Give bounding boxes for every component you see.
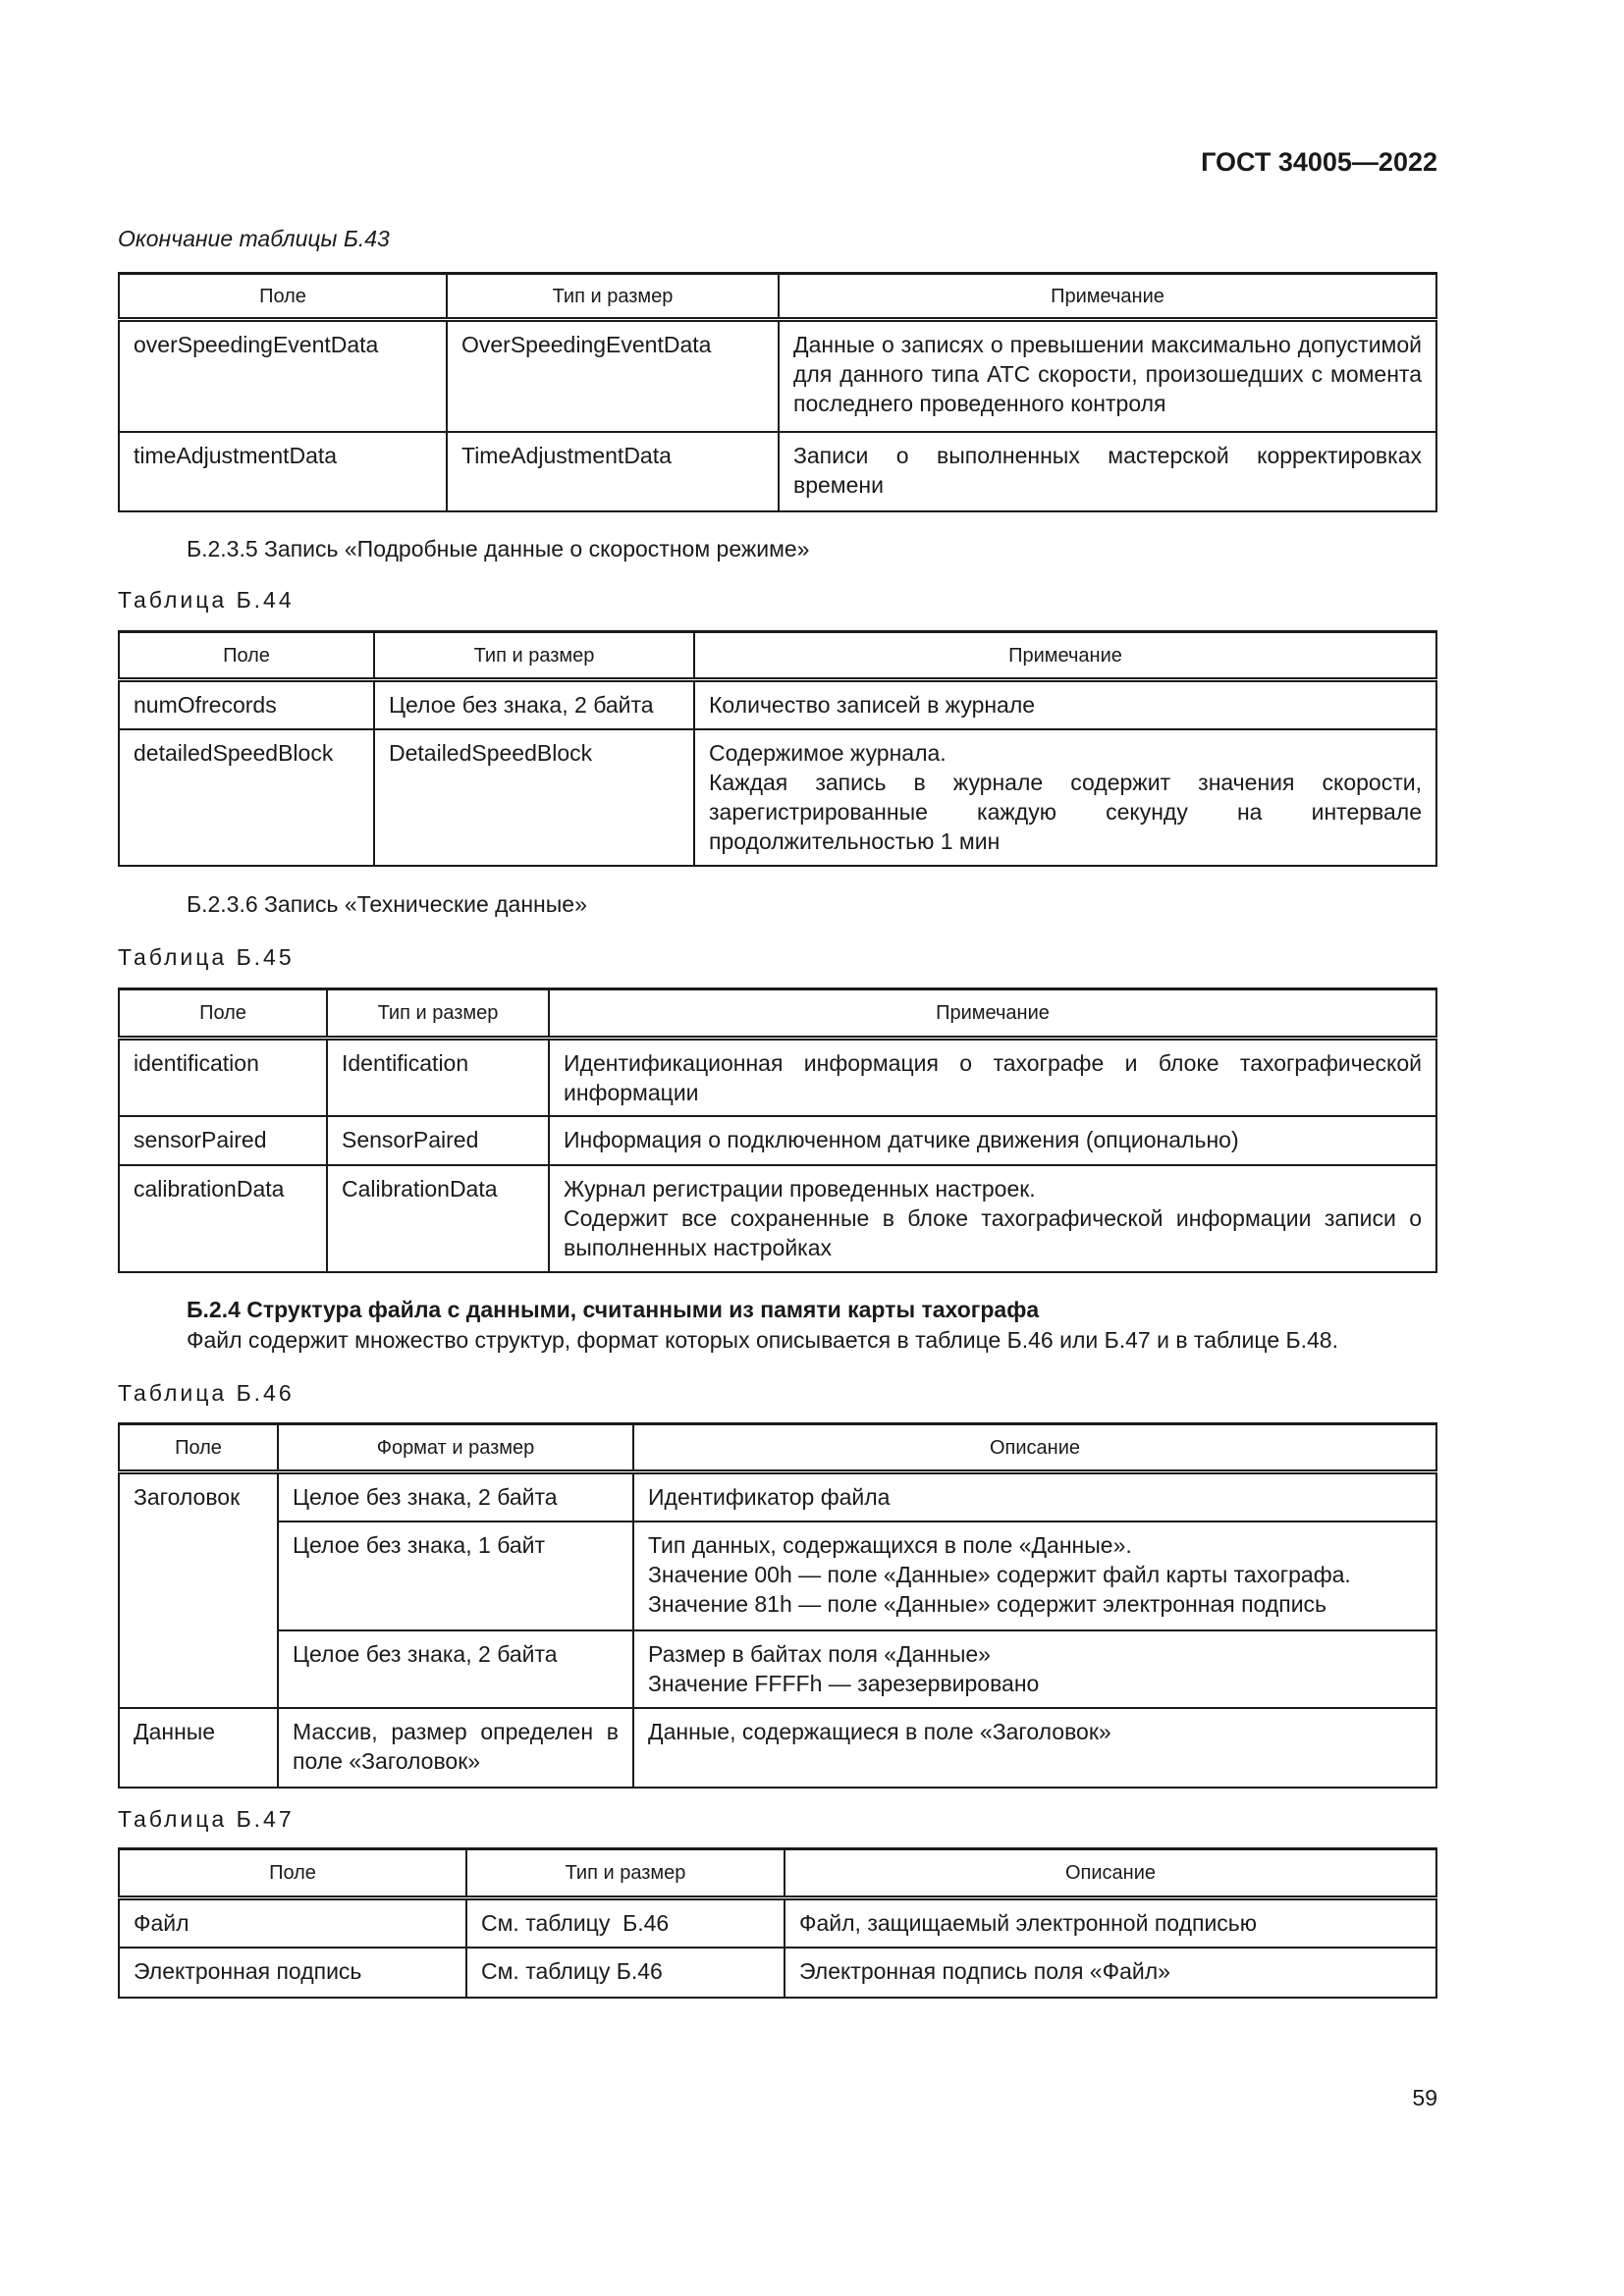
table-row [119,1165,1436,1272]
cell: timeAdjustmentData [119,432,447,511]
table-caption-b46: Таблица Б.46 [118,1380,295,1406]
cell: Электронная подпись [119,1948,466,1998]
table-caption-b47: Таблица Б.47 [118,1806,295,1832]
section-paragraph: Файл содержит множество структур, формат которых описывается в таблице Б.46 или Б.47 и в таблице Б.48. [187,1327,1338,1353]
table-row [119,680,1436,729]
column-header: Поле [119,1849,466,1898]
cell: Количество записей в журнале [694,680,1436,729]
column-header: Примечание [779,274,1436,320]
cell-line: Содержимое журнала. [709,739,947,766]
cell-line: Каждая запись в журнале содержит значения скорости, зарегистрированные каждую секунду на интервале продолжительностью 1 мин [709,769,1422,854]
cell-line: Тип данных, содержащихся в поле «Данные». [648,1531,1132,1558]
cell-line: Значение FFFFh — зарезервировано [648,1670,1040,1696]
column-header: Формат и размер [278,1424,633,1472]
cell: Идентификатор файла [633,1472,1436,1522]
cell: Файл, защищаемый электронной подписью [785,1898,1436,1948]
column-header: Тип и размер [374,632,694,680]
section-heading-b236: Б.2.3.6 Запись «Технические данные» [187,891,587,917]
table-row [119,1522,1436,1630]
cell: TimeAdjustmentData [447,432,779,511]
table-b45 [118,988,1437,1273]
table-row [119,1039,1436,1116]
cell-line: Размер в байтах поля «Данные» [648,1640,991,1667]
cell: Электронная подпись поля «Файл» [785,1948,1436,1998]
cell: Целое без знака, 2 байта [374,680,694,729]
cell: Целое без знака, 2 байта [278,1630,633,1708]
cell: Информация о подключенном датчике движения (опционально) [549,1116,1436,1165]
column-header: Поле [119,1424,278,1472]
standard-header: ГОСТ 34005—2022 [1201,147,1437,177]
table-caption-b44: Таблица Б.44 [118,587,295,613]
cell: DetailedSpeedBlock [374,729,694,866]
cell: sensorPaired [119,1116,327,1165]
cell: Данные о записях о превышении максимально допустимой для данного типа АТС скорости, произошедших с момента последнего проведенного контроля [779,320,1436,432]
cell [633,1630,1436,1708]
cell-line: Значение 00h — поле «Данные» содержит файл карты тахографа. [648,1561,1351,1587]
cell: Файл [119,1898,466,1948]
column-header: Тип и размер [466,1849,785,1898]
cell-line: Значение 81h — поле «Данные» содержит электронная подпись [648,1590,1327,1617]
column-header: Тип и размер [327,989,549,1039]
cell: detailedSpeedBlock [119,729,374,866]
table-caption-b43: Окончание таблицы Б.43 [118,226,390,251]
cell: identification [119,1039,327,1116]
cell: См. таблицу Б.46 [466,1948,785,1998]
cell: OverSpeedingEventData [447,320,779,432]
column-header: Поле [119,274,447,320]
table-row [119,1472,1436,1522]
column-header: Описание [633,1424,1436,1472]
cell-line: Журнал регистрации проведенных настроек. [564,1175,1036,1201]
table-caption-b45: Таблица Б.45 [118,944,295,970]
column-header: Описание [785,1849,1436,1898]
cell: Идентификационная информация о тахографе и блоке тахографической информации [549,1039,1436,1116]
cell: numOfrecords [119,680,374,729]
table-row [119,1630,1436,1708]
cell: Данные [119,1708,278,1788]
cell: Целое без знака, 2 байта [278,1472,633,1522]
table-b43 [118,272,1437,512]
cell: CalibrationData [327,1165,549,1272]
table-row [119,1948,1436,1998]
cell: SensorPaired [327,1116,549,1165]
cell-line: Содержит все сохраненные в блоке тахографической информации записи о выполненных настройках [564,1204,1422,1260]
cell: Целое без знака, 1 байт [278,1522,633,1630]
table-b47 [118,1847,1437,1999]
cell: Массив, размер определен в поле «Заголовок» [278,1708,633,1788]
cell [694,729,1436,866]
cell: overSpeedingEventData [119,320,447,432]
table-row [119,1898,1436,1948]
column-header: Тип и размер [447,274,779,320]
table-b44 [118,630,1437,867]
table-row [119,729,1436,866]
cell: Identification [327,1039,549,1116]
cell: Данные, содержащиеся в поле «Заголовок» [633,1708,1436,1788]
table-row [119,1116,1436,1165]
table-row [119,432,1436,511]
column-header: Примечание [694,632,1436,680]
cell [549,1165,1436,1272]
section-heading-b24: Б.2.4 Структура файла с данными, считанными из памяти карты тахографа [187,1297,1040,1322]
cell: Заголовок [119,1472,278,1708]
column-header: Поле [119,632,374,680]
cell: Записи о выполненных мастерской корректировках времени [779,432,1436,511]
table-b46 [118,1422,1437,1789]
column-header: Поле [119,989,327,1039]
cell: calibrationData [119,1165,327,1272]
page-number: 59 [1412,2085,1437,2110]
cell [633,1522,1436,1630]
table-row [119,1708,1436,1788]
table-row [119,320,1436,432]
column-header: Примечание [549,989,1436,1039]
cell: См. таблицу Б.46 [466,1898,785,1948]
section-heading-b235: Б.2.3.5 Запись «Подробные данные о скоростном режиме» [187,536,810,561]
